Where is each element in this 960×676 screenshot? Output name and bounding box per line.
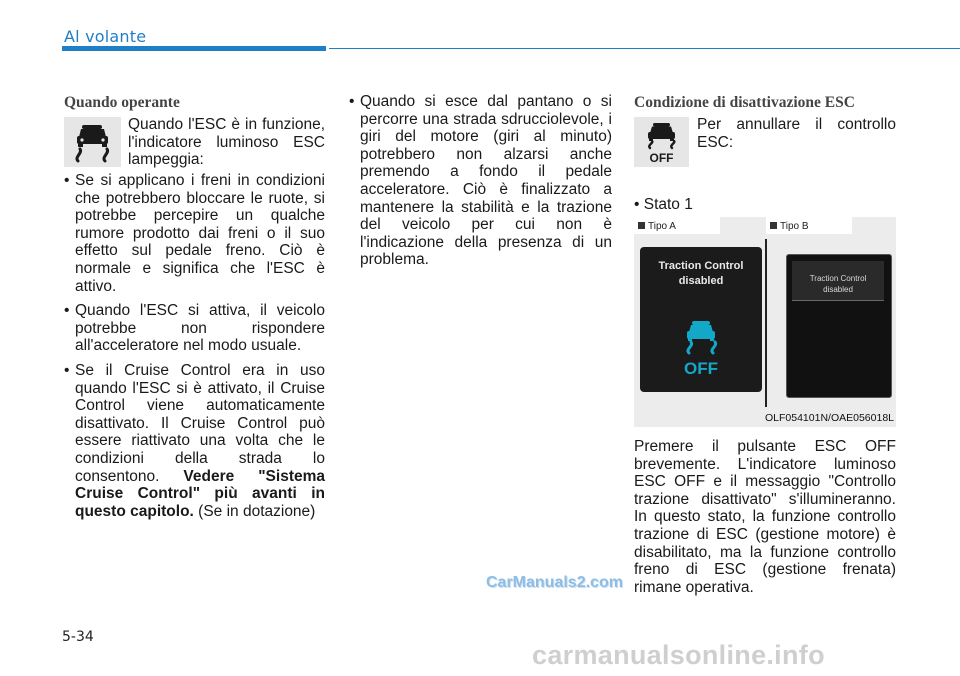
- cruise-reference: Vedere "Sistema Cruise Control" più avanti in questo capitolo.: [75, 467, 326, 520]
- esc-car-skid-icon: [64, 117, 121, 167]
- esc-operating-intro: Quando l'ESC è in funzione, l'indicatore luminoso ESC lampeggia:: [128, 116, 325, 169]
- section-title: Al volante: [64, 27, 147, 46]
- cluster-figure: [634, 217, 896, 427]
- esc-off-icon: [634, 117, 689, 167]
- state-1-text: Stato 1: [643, 196, 693, 213]
- col1-bullet-list: [64, 172, 325, 527]
- list-item: [64, 362, 325, 520]
- list-item: • Quando si esce dal pantano o si percorre una strada sdrucciolevole, i giri del motore (giri al minuto) potrebbero non alzarsi anche premendo a fondo il pedale acceleratore. Ciò è finalizzato a mantenere la stabilità e la trazione del veicolo per cui non è l'indicazione della presenza di un problema.: [349, 93, 612, 269]
- header-rule-thin: [329, 48, 960, 49]
- cluster-off-text: OFF: [684, 359, 718, 378]
- figure-divider: [765, 239, 767, 407]
- list-item: • Se si applicano i freni in condizioni che potrebbero bloccare le ruote, si potrebbe percepire un qualche rumore prodotto dai freni o il suo effetto sul pedale freno. Ciò è normale e significa che l'ESC è attivo.: [64, 172, 325, 295]
- display-b-line2: disabled: [823, 285, 853, 294]
- type-a-label: Tipo A: [638, 221, 676, 232]
- heading-when-operating: Quando operante: [64, 94, 180, 111]
- figure-caption: OLF054101N/OAE056018L: [764, 412, 894, 424]
- cluster-esc-off-icon: [678, 317, 724, 381]
- esc-off-indicator-box: [634, 117, 689, 167]
- watermark-site: carmanualsonline.info: [532, 640, 825, 670]
- esc-off-intro: Per annullare il controllo ESC:: [697, 116, 896, 151]
- heading-esc-off-condition: Condizione di disattivazione ESC: [634, 94, 855, 111]
- display-a-line2: disabled: [678, 275, 724, 287]
- list-item: • Quando l'ESC si attiva, il veicolo potrebbe non rispondere all'acceleratore nel modo usuale.: [64, 302, 325, 355]
- cruise-text: Se il Cruise Control era in uso quando l'ESC si è attivato, il Cruise Control viene automaticamente disattivato. Il Cruise Control può essere riattivato una volta che le condizioni della strada lo consentono.: [75, 361, 325, 485]
- cruise-optional-note: (Se in dotazione): [198, 502, 316, 520]
- watermark-carmanuals: CarManuals2.com: [486, 574, 623, 591]
- state-1-label: • Stato 1: [634, 196, 693, 213]
- cluster-display-type-a: [640, 247, 762, 392]
- page-number: 5-34: [62, 629, 94, 645]
- display-a-line1: Traction Control: [658, 260, 744, 272]
- display-b-line1: Traction Control: [809, 274, 867, 283]
- cluster-display-type-b: [786, 254, 892, 398]
- esc-indicator-box: [64, 117, 121, 167]
- header-rule-thick: [62, 46, 326, 51]
- esc-off-paragraph: Premere il pulsante ESC OFF brevemente. L'indicatore luminoso ESC OFF e il messaggio "Controllo trazione disattivato" s'illumineranno. In questo stato, la funzione controllo trazione di ESC (gestione motore) è disabilitato, ma la funzione controllo freno di ESC (gestione frenata) rimane operativa.: [634, 438, 896, 596]
- esc-off-icon-text: OFF: [649, 151, 674, 165]
- col2-bullet-list: [349, 93, 612, 276]
- type-b-label: Tipo B: [770, 221, 809, 232]
